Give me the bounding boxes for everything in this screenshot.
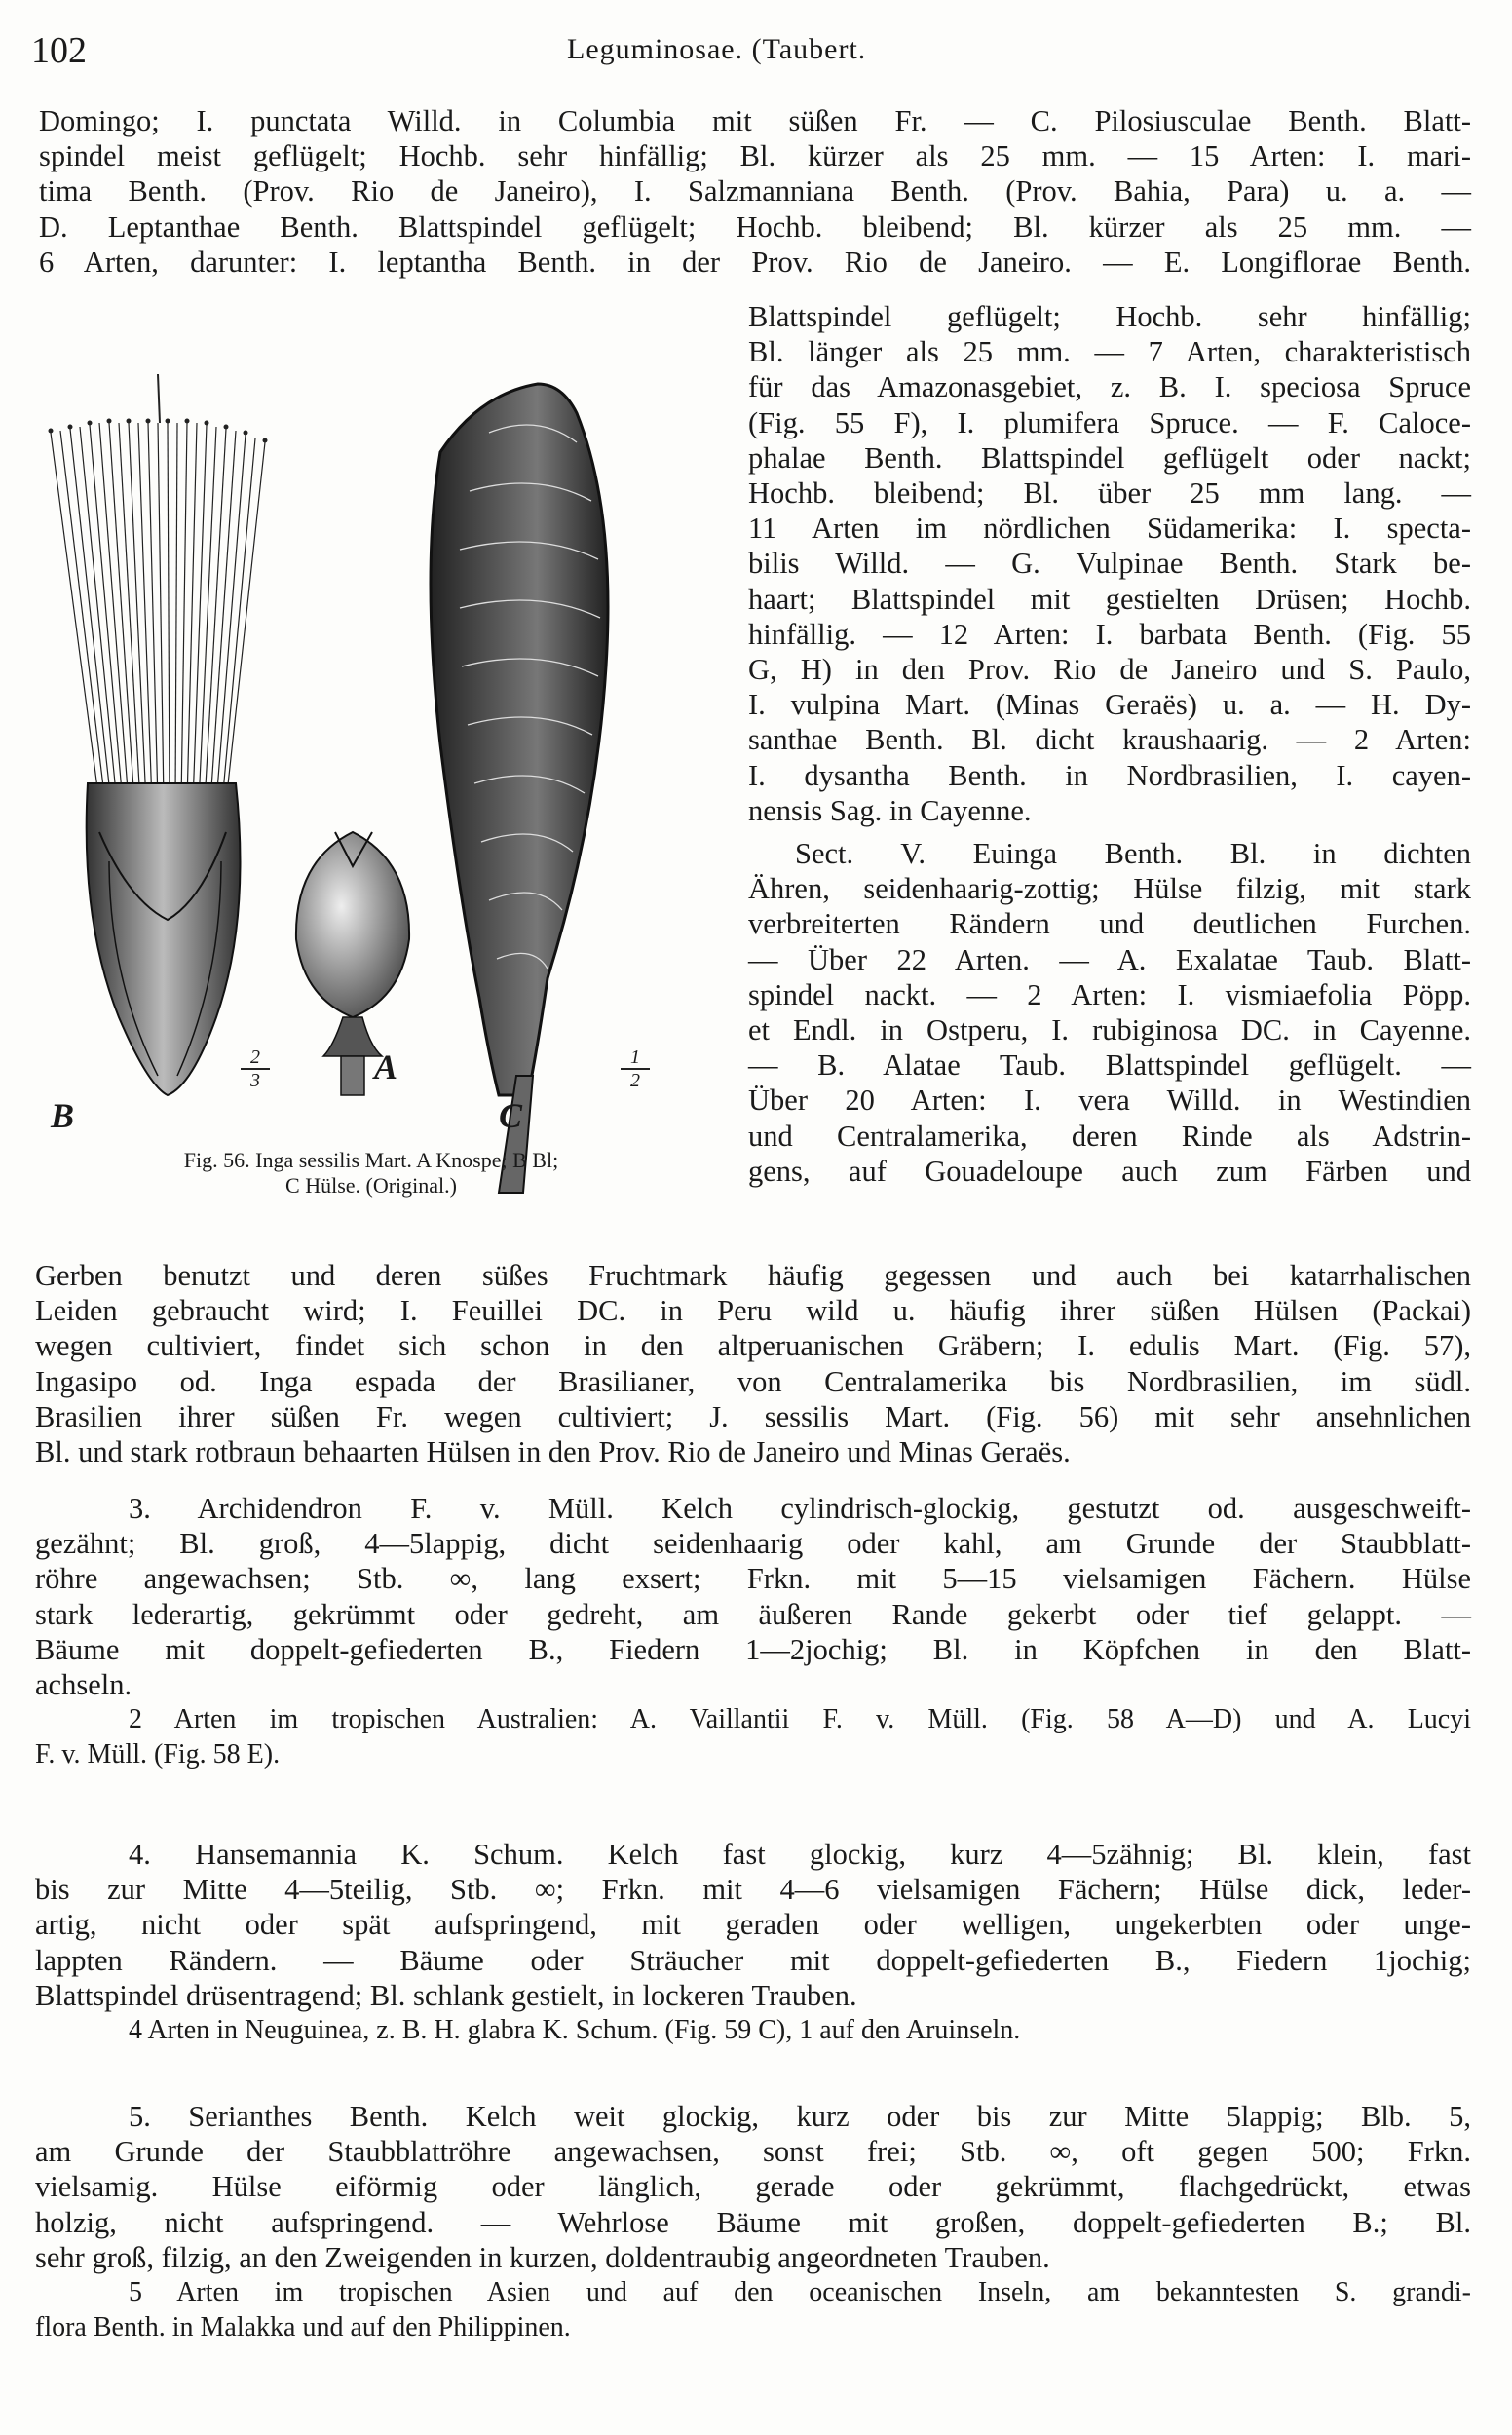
text-line: D. Leptanthae Benth. Blattspindel geflügelt; Hochb. bleibend; Bl. kürzer als 25 mm. — xyxy=(39,209,1471,244)
page-header xyxy=(31,29,1473,84)
text-line: — B. Alatae Taub. Blattspindel geflügelt. — xyxy=(748,1048,1471,1083)
section-heading-line: 4. Hansemannia K. Schum. Kelch fast glockig, kurz 4—5zähnig; Bl. klein, fast xyxy=(129,1838,1471,1871)
text-line: holzig, nicht aufspringend. — Wehrlose Bäume mit großen, doppelt-gefiederten B.; Bl. xyxy=(35,2205,1471,2239)
text-line: 11 Arten im nördlichen Südamerika: I. specta- xyxy=(748,512,1471,546)
text-line: spindel nackt. — 2 Arten: I. vismiaefolia Pöpp. xyxy=(748,977,1471,1011)
text-line: verbreiterten Rändern und deutlichen Furchen. xyxy=(748,907,1471,941)
text-line: gezähnt; Bl. groß, 4—5lappig, dicht seidenhaarig oder kahl, am Grunde der Staubblatt- xyxy=(35,1527,1471,1561)
text-line: haart; Blattspindel mit gestielten Drüsen; Hochb. xyxy=(748,582,1471,616)
text-line: Blattspindel geflügelt; Hochb. sehr hinfällig; xyxy=(748,300,1471,333)
text-line: I. vulpina Mart. (Minas Geraës) u. a. — H. Dy- xyxy=(748,688,1471,722)
text-line: flora Benth. in Malakka und auf den Philippinen. xyxy=(35,2312,571,2343)
text-line: Brasilien ihrer süßen Fr. wegen cultiviert; J. sessilis Mart. (Fig. 56) mit sehr ansehnlichen xyxy=(35,1399,1471,1433)
text-line: Blattspindel drüsentragend; Bl. schlank gestielt, in lockeren Trauben. xyxy=(35,1978,857,2012)
figure-label-a: A xyxy=(374,1047,398,1086)
figure-label-c: C xyxy=(499,1096,523,1135)
text-line: am Grunde der Staubblattröhre angewachsen, sonst frei; Stb. ∞, oft gegen 500; Frkn. xyxy=(35,2135,1471,2169)
text-line: G, H) in den Prov. Rio de Janeiro und S. Paulo, xyxy=(748,653,1471,687)
pod-drawing xyxy=(431,384,608,1193)
text-line: artig, nicht oder spät aufspringend, mit geraden oder welligen, ungekerbten oder unge- xyxy=(35,1908,1471,1942)
text-line: — Über 22 Arten. — A. Exalatae Taub. Blatt- xyxy=(748,942,1471,976)
text-line: stark lederartig, gekrümmt oder gedreht, am äußeren Rande gekerbt oder tief gelappt. — xyxy=(35,1597,1471,1631)
text-line: 5 Arten im tropischen Asien und auf den oceanischen Inseln, am bekanntesten S. grandi- xyxy=(129,2277,1471,2308)
text-line: Domingo; I. punctata Willd. in Columbia mit süßen Fr. — C. Pilosiusculae Benth. Blatt- xyxy=(39,104,1471,137)
scale-b xyxy=(236,1046,275,1091)
text-line: Über 20 Arten: I. vera Willd. in Westindien xyxy=(748,1084,1471,1118)
text-line: (Fig. 55 F), I. plumifera Spruce. — F. Caloce- xyxy=(748,405,1471,439)
text-line: bis zur Mitte 4—5teilig, Stb. ∞; Frkn. mit 4—6 vielsamigen Fächern; Hülse dick, leder- xyxy=(35,1873,1471,1907)
text-line: I. dysantha Benth. in Nordbrasilien, I. cayen- xyxy=(748,758,1471,792)
text-line: Hochb. bleibend; Bl. über 25 mm lang. — xyxy=(748,476,1471,511)
caption-line: Fig. 56. Inga sessilis Mart. A Knospe; B Bl; xyxy=(183,1148,559,1172)
section-hansemannia xyxy=(35,1837,1471,2048)
section-archidendron xyxy=(35,1491,1471,1773)
botanical-illustration xyxy=(31,374,699,1195)
scale-c-denominator: 2 xyxy=(630,1070,640,1091)
text-line: lappten Rändern. — Bäume oder Sträucher mit doppelt-gefiederten B., Fiedern 1jochig; xyxy=(35,1943,1471,1977)
text-line: Leiden gebraucht wird; I. Feuillei DC. in Peru wild u. häufig ihrer süßen Hülsen (Packai) xyxy=(35,1294,1471,1328)
section-serianthes xyxy=(35,2099,1471,2345)
text-line: achseln. xyxy=(35,1668,132,1702)
text-line: für das Amazonasgebiet, z. B. I. speciosa Spruce xyxy=(748,370,1471,404)
text-line: wegen cultiviert, findet sich schon in den altperuanischen Gräbern; I. edulis Mart. (Fig. 57), xyxy=(35,1329,1471,1363)
text-line: sehr groß, filzig, an den Zweigenden in kurzen, doldentraubig angeordneten Trauben. xyxy=(35,2240,1050,2274)
page-number: 102 xyxy=(31,30,87,71)
top-paragraph xyxy=(39,103,1471,280)
text-line: F. v. Müll. (Fig. 58 E). xyxy=(35,1739,281,1770)
section-heading-line: 3. Archidendron F. v. Müll. Kelch cylindrisch-glockig, gestutzt od. ausgeschweift- xyxy=(129,1492,1471,1525)
text-line: tima Benth. (Prov. Rio de Janeiro), I. Salzmanniana Benth. (Prov. Bahia, Para) u. a. — xyxy=(39,174,1471,209)
scale-b-numerator: 2 xyxy=(250,1046,260,1068)
figure-caption xyxy=(35,1148,707,1198)
text-line: Ingasipo od. Inga espada der Brasilianer, von Centralamerika bis Nordbrasilien, im südl. xyxy=(35,1364,1471,1398)
text-line: spindel meist geflügelt; Hochb. sehr hinfällig; Bl. kürzer als 25 mm. — 15 Arten: I. mari- xyxy=(39,139,1471,173)
scale-c-numerator: 1 xyxy=(630,1046,640,1068)
figure-label-b: B xyxy=(51,1096,75,1135)
text-line: Bl. länger als 25 mm. — 7 Arten, charakteristisch xyxy=(748,335,1471,369)
figure-56 xyxy=(31,374,699,1195)
text-line: santhae Benth. Bl. dicht kraushaarig. — 2 Arten: xyxy=(748,723,1471,757)
text-line: Bäume mit doppelt-gefiederten B., Fiedern 1—2jochig; Bl. in Köpfchen in den Blatt- xyxy=(35,1632,1471,1666)
text-line: Bl. und stark rotbraun behaarten Hülsen in den Prov. Rio de Janeiro und Minas Geraës. xyxy=(35,1435,1071,1469)
section-heading-line: Sect. V. Euinga Benth. Bl. in dichten xyxy=(795,837,1471,871)
text-line: Ähren, seidenhaarig-zottig; Hülse filzig, mit stark xyxy=(748,872,1471,906)
text-line: und Centralamerika, deren Rinde als Adstrin- xyxy=(748,1119,1471,1153)
continuation-paragraph xyxy=(35,1258,1471,1469)
text-line: phalae Benth. Blattspindel geflügelt oder nackt; xyxy=(748,440,1471,475)
text-line: vielsamig. Hülse eiförmig oder länglich, gerade oder gekrümmt, flachgedrückt, etwas xyxy=(35,2170,1471,2204)
right-column-text xyxy=(748,299,1471,1189)
flower-drawing xyxy=(49,374,268,1095)
section-heading-line: 5. Serianthes Benth. Kelch weit glockig, kurz oder bis zur Mitte 5lappig; Blb. 5, xyxy=(129,2100,1471,2133)
scale-c xyxy=(616,1046,655,1091)
running-title: Leguminosae. (Taubert. xyxy=(567,33,867,65)
text-line: et Endl. in Ostperu, I. rubiginosa DC. in Cayenne. xyxy=(748,1013,1471,1047)
text-line: 6 Arten, darunter: I. leptantha Benth. in der Prov. Rio de Janeiro. — E. Longiflorae Benth. xyxy=(39,245,1471,279)
text-line: Gerben benutzt und deren süßes Fruchtmark häufig gegessen und auch bei katarrhalischen xyxy=(35,1259,1471,1292)
text-line: hinfällig. — 12 Arten: I. barbata Benth. (Fig. 55 xyxy=(748,617,1471,651)
text-line: 2 Arten im tropischen Australien: A. Vaillantii F. v. Müll. (Fig. 58 A—D) und A. Lucyi xyxy=(129,1704,1471,1735)
text-line: bilis Willd. — G. Vulpinae Benth. Stark be- xyxy=(748,547,1471,581)
text-line: gens, auf Gouadeloupe auch zum Färben und xyxy=(748,1154,1471,1188)
scale-b-denominator: 3 xyxy=(250,1070,260,1091)
text-line: 4 Arten in Neuguinea, z. B. H. glabra K. Schum. (Fig. 59 C), 1 auf den Aruinseln. xyxy=(129,2015,1021,2046)
text-line: röhre angewachsen; Stb. ∞, lang exsert; Frkn. mit 5—15 vielsamigen Fächern. Hülse xyxy=(35,1562,1471,1596)
caption-line: C Hülse. (Original.) xyxy=(285,1173,457,1198)
text-line: nensis Sag. in Cayenne. xyxy=(748,793,1032,827)
